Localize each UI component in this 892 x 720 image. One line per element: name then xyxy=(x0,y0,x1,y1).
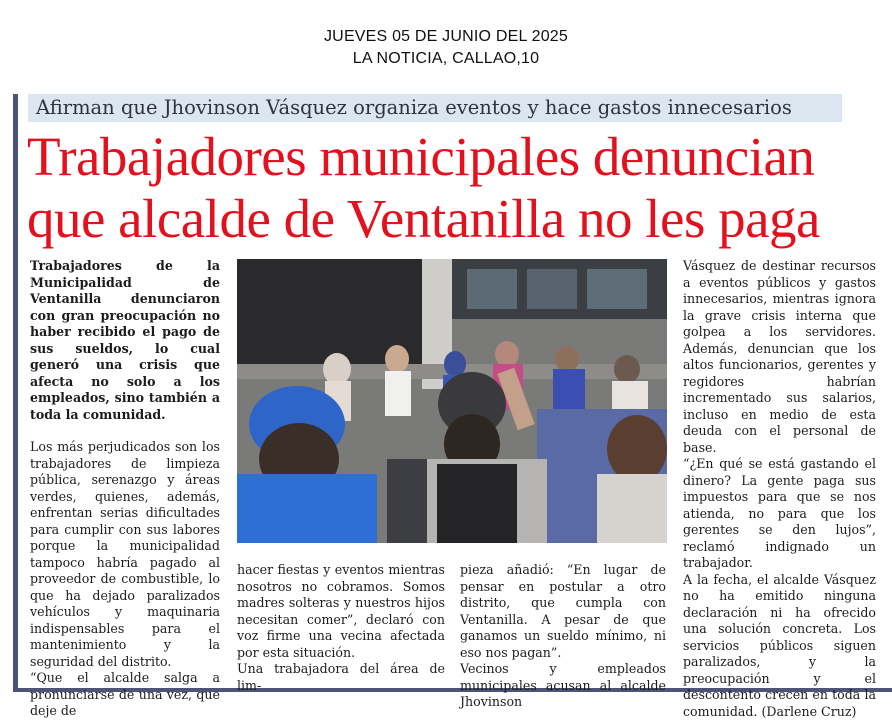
column-2 xyxy=(237,562,445,694)
column-3 xyxy=(460,562,666,711)
left-rule xyxy=(13,94,18,688)
headline-line-2: que alcalde de Ventanilla no les paga xyxy=(27,188,892,250)
article-kicker: Afirman que Jhovinson Vásquez organiza eventos y hace gastos innecesarios xyxy=(28,94,842,122)
col4-paragraph-3: A la fecha, el alcalde Vásquez no ha emitido ninguna declaración ni ha ofrecido una solución concreta. Los servicios públicos siguen paralizados, y la preocupación y el descontento crecen en toda la comunidad. (Darlene Cruz) xyxy=(683,572,876,720)
column-4 xyxy=(683,258,876,720)
headline-line-1: Trabajadores municipales denuncian xyxy=(27,126,892,188)
col1-paragraph-2: “Que el alcalde salga a pronunciarse de una vez, que deje de xyxy=(30,670,220,720)
newspaper-section: LA NOTICIA, CALLAO,10 xyxy=(0,50,892,68)
col3-paragraph-2: Vecinos y empleados municipales acusan al alcalde Jhovinson xyxy=(460,661,666,711)
col4-paragraph-1: Vásquez de destinar recursos a eventos públicos y gastos innecesarios, mientras ignora la grave crisis interna que golpea a los servidores. Además, denuncian que los altos funcionarios, gerentes y regidores habrían incrementado sus salarios, incluso en medio de esta deuda con el personal de base. xyxy=(683,258,876,456)
col1-paragraph-1: Los más perjudicados son los trabajadores de limpieza pública, serenazgo y áreas verdes, quienes, además, enfrentan serias dificultades para cumplir con sus labores porque la municipalidad tampoco habría pagado al proveedor de combustible, lo que ha dejado paralizados vehículos y maquinaria indispensables para el mantenimiento y la seguridad del distrito. xyxy=(30,439,220,670)
col3-paragraph-1: pieza añadió: “En lugar de pensar en postular a otro distrito, que cumpla con Ventanilla. A pesar de que ganamos un sueldo mínimo, ni eso nos pagan”. xyxy=(460,562,666,661)
article-lead: Trabajadores de la Municipalidad de Ventanilla denunciaron con gran preocupación no haber recibido el pago de sus sueldos, lo cual generó una crisis que afecta no solo a los empleados, sino también a toda la comunidad. xyxy=(30,258,220,423)
col4-paragraph-2: “¿En qué se está gastando el dinero? La gente paga sus impuestos para que se nos atienda, no para que los gerentes se den lujos”, reclamó indignado un trabajador. xyxy=(683,456,876,572)
col2-paragraph-1: hacer fiestas y eventos mientras nosotros no cobramos. Somos madres solteras y nuestros hijos necesitan comer”, declaró con voz firme una vecina afectada por esta situación. xyxy=(237,562,445,661)
newspaper-date: JUEVES 05 DE JUNIO DEL 2025 xyxy=(0,28,892,46)
col2-paragraph-2: Una trabajadora del área de lim- xyxy=(237,661,445,694)
protest-photo xyxy=(237,259,667,543)
column-1 xyxy=(30,258,220,720)
